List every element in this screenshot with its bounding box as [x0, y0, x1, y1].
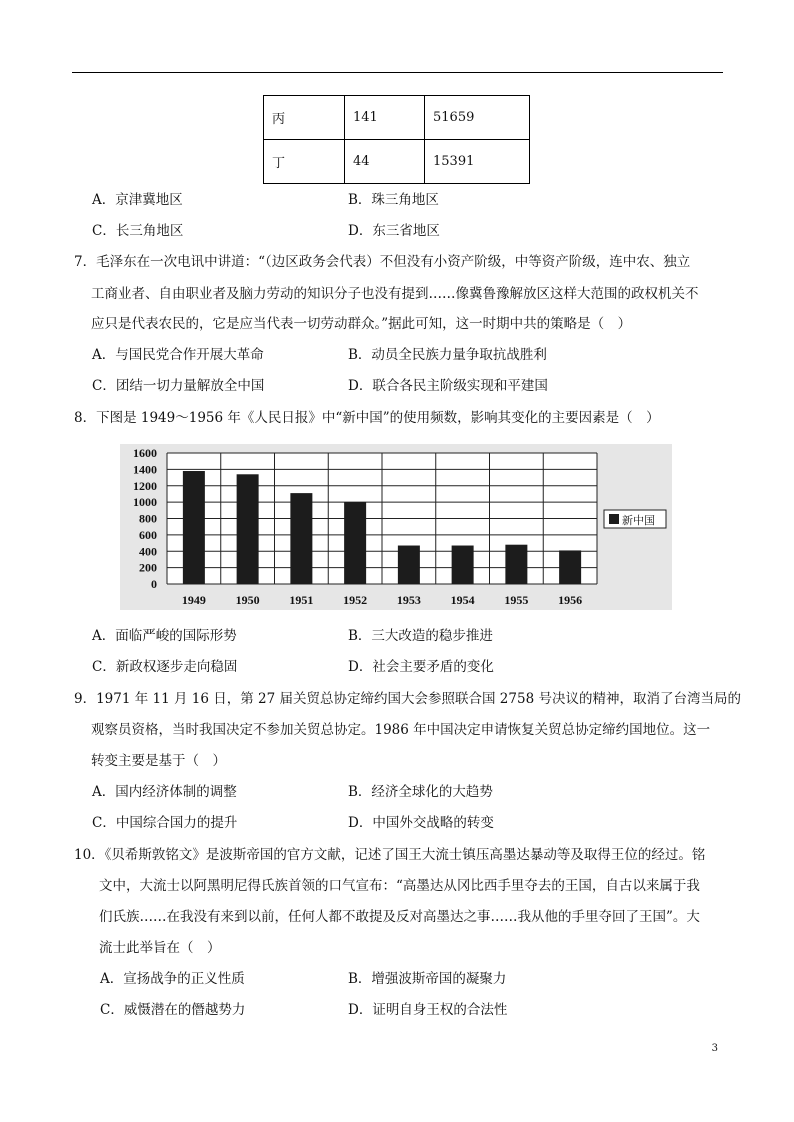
- q10-stem-line: 流士此举旨在（ ）: [99, 940, 221, 956]
- table-cell: 丙: [264, 96, 345, 140]
- q10-stem-line: 们氏族……在我没有来到以前，任何人都不敢提及反对高墨达之事……我从他的手里夺回了王国”。大: [99, 909, 700, 925]
- data-table: [263, 95, 530, 184]
- bar: [290, 493, 312, 584]
- q7-option-d: D．联合各民主阶级实现和平建国: [348, 378, 548, 394]
- q6-option-b: B．珠三角地区: [348, 192, 439, 208]
- y-tick-label: 0: [151, 577, 157, 591]
- bar: [183, 471, 205, 584]
- y-tick-label: 1400: [133, 462, 157, 477]
- y-tick-label: 400: [139, 544, 157, 559]
- q9-stem-line: 观察员资格，当时我国决定不参加关贸总协定。1986 年中国决定申请恢复关贸总协定缔约国地位。这一: [91, 722, 711, 738]
- bar: [505, 545, 527, 584]
- q7-stem-line: 工商业者、自由职业者及脑力劳动的知识分子也没有提到……像冀鲁豫解放区这样大范围的政权机关不: [91, 286, 699, 302]
- table-row: [264, 96, 530, 140]
- table-cell: 15391: [425, 140, 530, 184]
- q9-option-a: A．国内经济体制的调整: [92, 784, 237, 800]
- y-tick-label: 200: [139, 560, 157, 575]
- bar: [452, 546, 474, 584]
- q8-option-d: D．社会主要矛盾的变化: [348, 659, 494, 675]
- q8-option-a: A．面临严峻的国际形势: [92, 628, 237, 644]
- q10-option-a: A．宣扬战争的正义性质: [100, 971, 245, 987]
- q6-option-c: C．长三角地区: [92, 223, 184, 239]
- legend-label: 新中国: [622, 515, 655, 527]
- q10-option-d: D．证明自身王权的合法性: [348, 1002, 508, 1018]
- bar: [559, 550, 581, 584]
- q6-option-a: A．京津冀地区: [92, 192, 183, 208]
- bar: [398, 546, 420, 584]
- table-row: [264, 140, 530, 184]
- q10-stem-line: 10．《贝希斯敦铭文》是波斯帝国的官方文献，记述了国王大流士镇压高墨达暴动等及取得王位的经过。铭: [74, 847, 706, 863]
- y-tick-label: 1600: [133, 446, 157, 460]
- y-tick-label: 1200: [133, 478, 157, 493]
- table-cell: 丁: [264, 140, 345, 184]
- bar-chart-svg: [120, 444, 672, 610]
- x-tick-label: 1949: [181, 593, 206, 607]
- bar: [344, 502, 366, 584]
- y-tick-label: 600: [139, 527, 157, 542]
- page-number: 3: [711, 1043, 718, 1054]
- bar-chart: [120, 444, 672, 610]
- q10-option-c: C．威慑潜在的僭越势力: [100, 1002, 246, 1018]
- q7-option-c: C．团结一切力量解放全中国: [92, 378, 265, 394]
- q7-stem-line: 7．毛泽东在一次电讯中讲道：“（边区政务会代表）不但没有小资产阶级，中等资产阶级，连中农、独立: [74, 254, 691, 270]
- y-tick-label: 800: [139, 511, 157, 526]
- q9-stem-line: 9．1971 年 11 月 16 日，第 27 届关贸总协定缔约国大会参照联合国 2758 号决议的精神，取消了台湾当局的: [74, 691, 741, 707]
- q6-option-d: D．东三省地区: [348, 223, 440, 239]
- x-tick-label: 1951: [289, 593, 314, 607]
- q9-option-b: B．经济全球化的大趋势: [348, 784, 493, 800]
- q8-option-c: C．新政权逐步走向稳固: [92, 659, 238, 675]
- q8-stem-line: 8．下图是 1949～1956 年《人民日报》中“新中国”的使用频数，影响其变化的主要因素是（ ）: [74, 410, 660, 426]
- q9-stem-line: 转变主要是基于（ ）: [91, 753, 226, 769]
- x-tick-label: 1955: [504, 593, 529, 607]
- table-cell: 141: [345, 96, 425, 140]
- bar: [237, 474, 259, 584]
- q8-option-b: B．三大改造的稳步推进: [348, 628, 493, 644]
- x-tick-label: 1956: [558, 593, 583, 607]
- table-cell: 44: [345, 140, 425, 184]
- y-tick-label: 1000: [133, 495, 157, 510]
- q10-option-b: B．增强波斯帝国的凝聚力: [348, 971, 507, 987]
- legend-swatch: [609, 514, 619, 524]
- q7-option-a: A．与国民党合作开展大革命: [92, 347, 264, 363]
- x-tick-label: 1954: [450, 593, 475, 607]
- header-rule: [72, 72, 723, 73]
- table-cell: 51659: [425, 96, 530, 140]
- q7-stem-line: 应只是代表农民的，它是应当代表一切劳动群众。”据此可知，这一时期中共的策略是（ ）: [91, 316, 632, 332]
- q9-option-c: C．中国综合国力的提升: [92, 815, 238, 831]
- q10-stem-line: 文中，大流士以阿黑明尼得氏族首领的口气宣布：“高墨达从冈比西手里夺去的王国，自古以来属于我: [99, 878, 700, 894]
- q9-option-d: D．中国外交战略的转变: [348, 815, 494, 831]
- x-tick-label: 1950: [235, 593, 260, 607]
- x-tick-label: 1953: [396, 593, 421, 607]
- q7-option-b: B．动员全民族力量争取抗战胜利: [348, 347, 547, 363]
- x-tick-label: 1952: [343, 593, 368, 607]
